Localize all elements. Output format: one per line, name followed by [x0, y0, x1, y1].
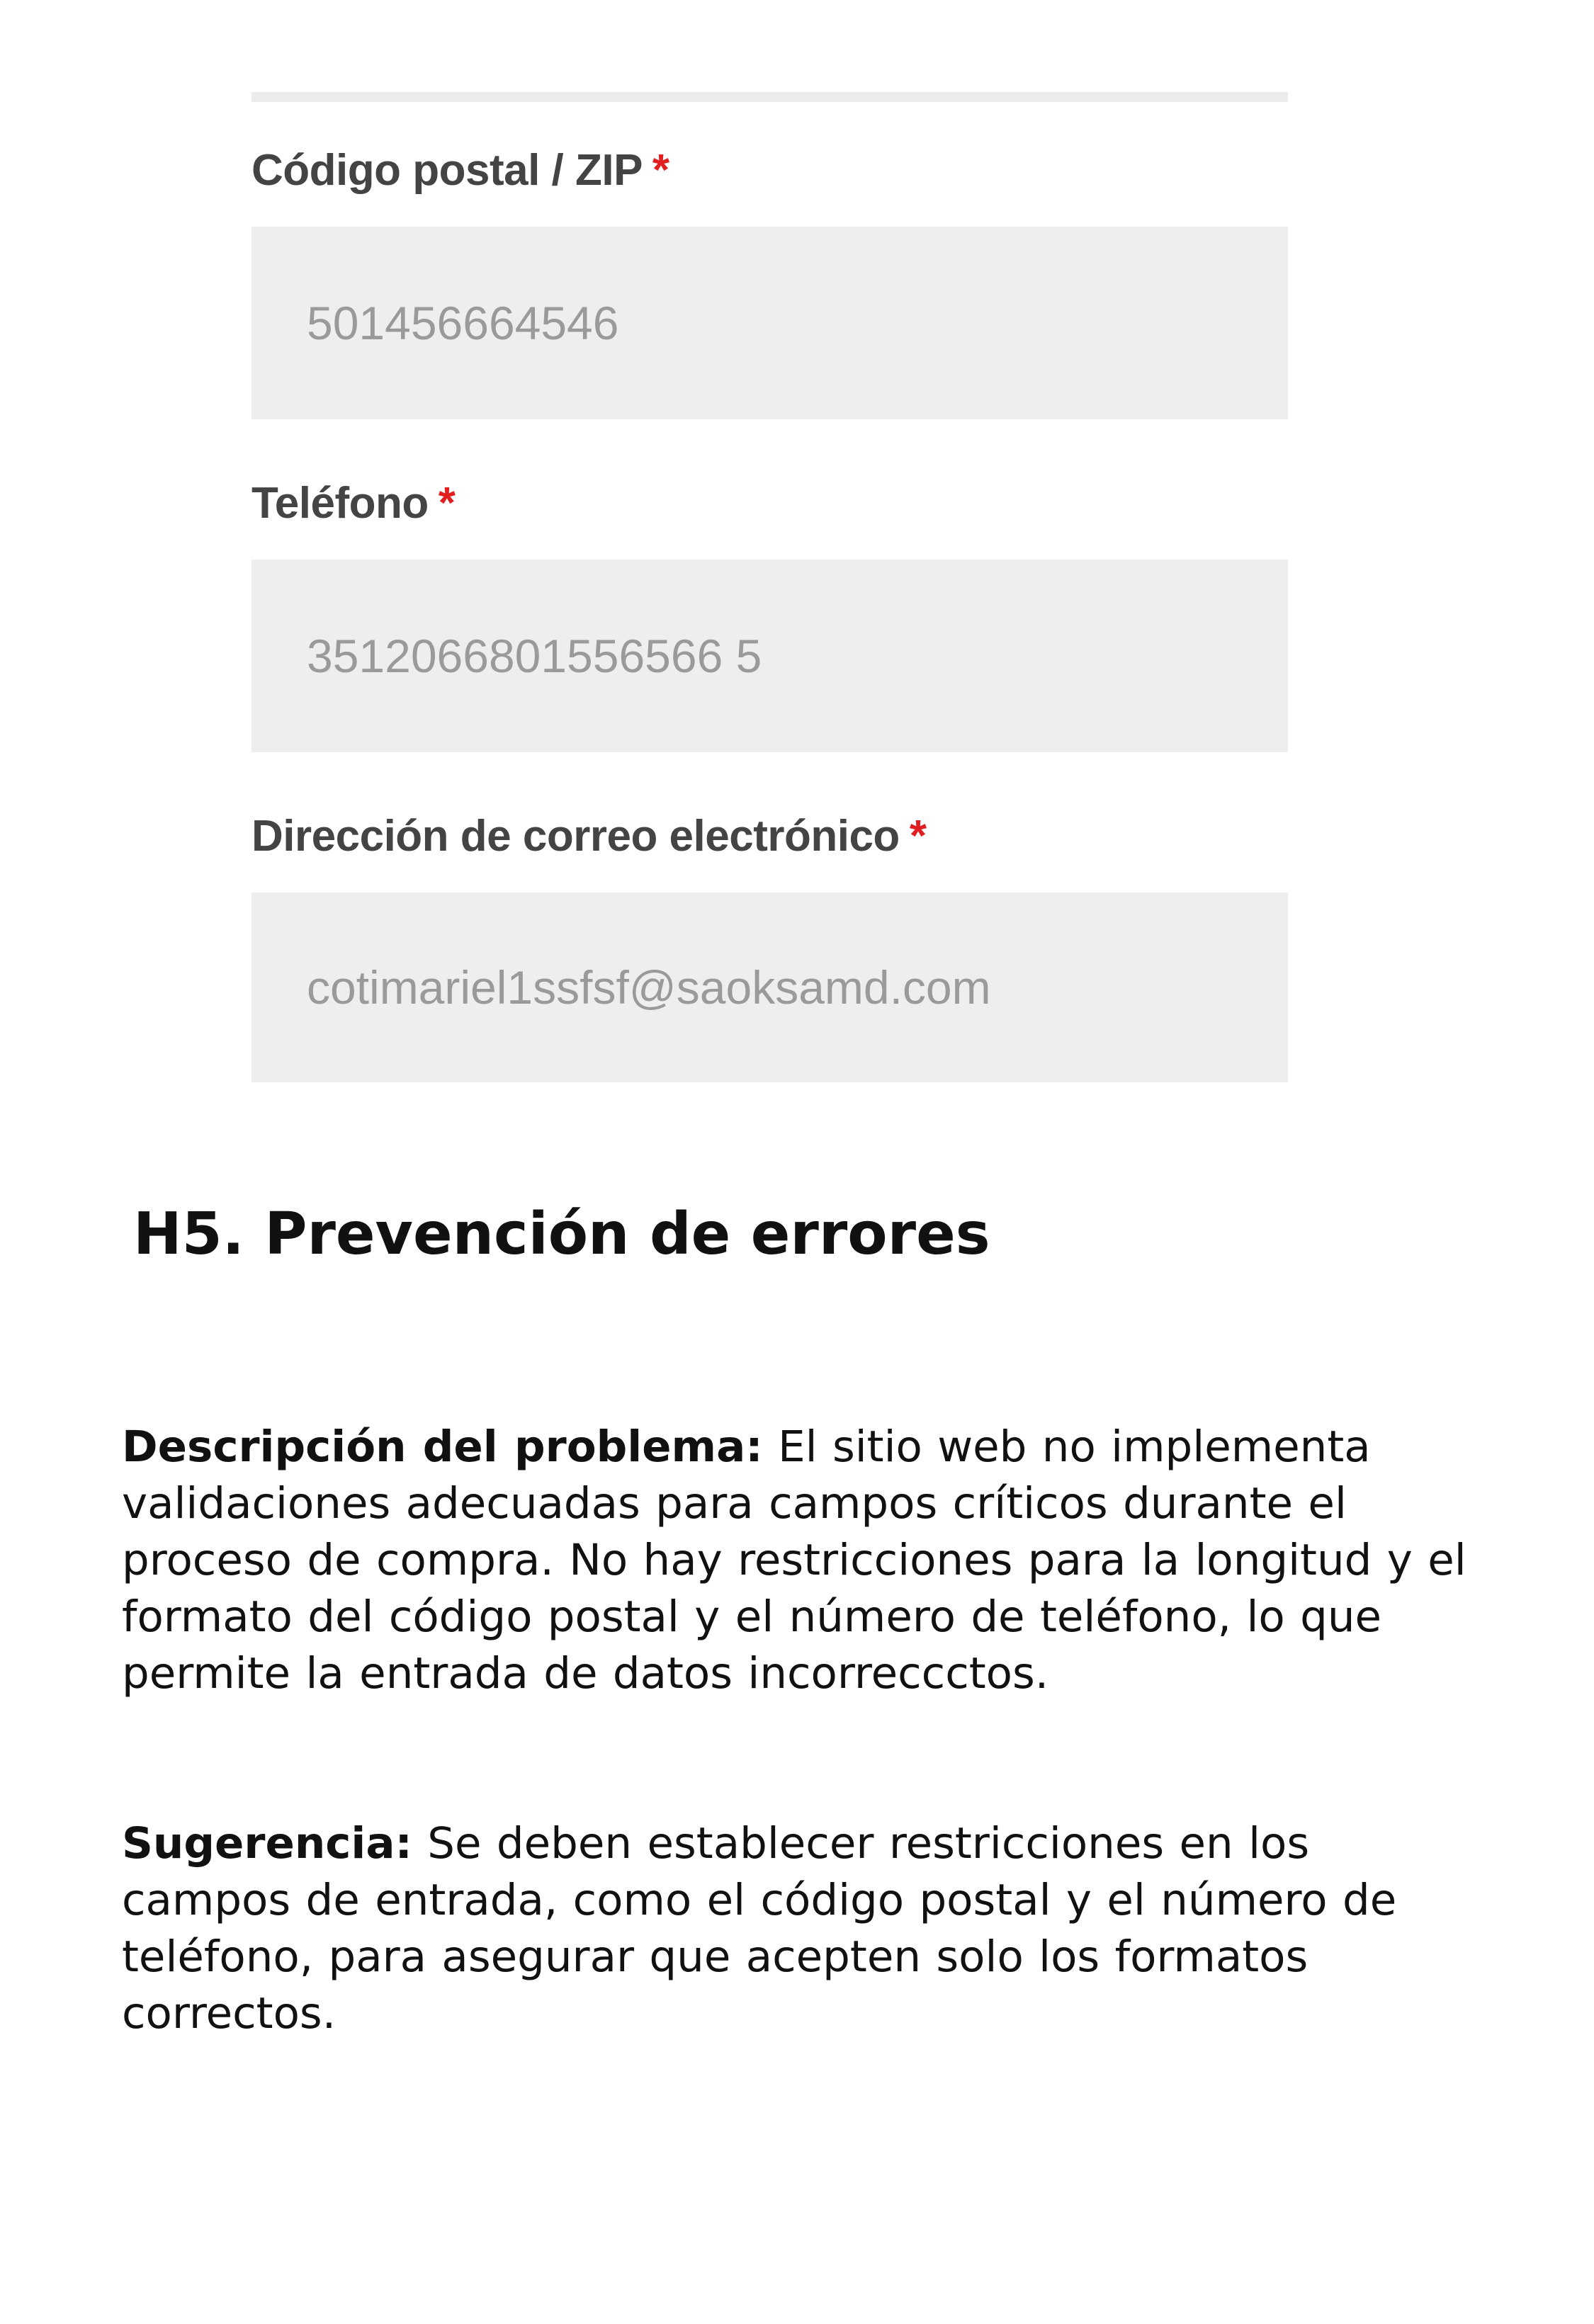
problem-text: El sitio web no implementa validaciones adecuadas para campos críticos durante el proceso de compra. No hay restricciones para la longitud y el formato del código postal y el número de teléfono, lo que permite la entrada de datos incorreccctos. — [122, 1422, 1466, 1699]
suggestion — [122, 1815, 1482, 2042]
section-heading: H5. Prevención de errores — [133, 1201, 990, 1268]
email-value: cotimariel1ssfsf@saoksamd.com — [307, 961, 991, 1014]
required-asterisk: * — [652, 146, 669, 195]
phone-label-text: Teléfono — [251, 479, 429, 528]
email-label-text: Dirección de correo electrónico — [251, 812, 900, 861]
suggestion-label: Sugerencia: — [122, 1818, 412, 1869]
email-label — [251, 811, 926, 861]
phone-input[interactable] — [251, 560, 1288, 752]
postal-code-label — [251, 145, 669, 195]
top-divider — [251, 92, 1288, 102]
phone-label — [251, 478, 455, 528]
phone-value: 3512066801556566 5 — [307, 630, 762, 682]
email-input[interactable] — [251, 892, 1288, 1082]
suggestion-text: Se deben establecer restricciones en los campos de entrada, como el código postal y el número de teléfono, para asegurar que acepten solo los formatos correctos. — [122, 1818, 1397, 2039]
problem-description — [122, 1419, 1482, 1702]
required-asterisk: * — [909, 812, 927, 861]
postal-code-input[interactable] — [251, 227, 1288, 419]
postal-code-label-text: Código postal / ZIP — [251, 146, 643, 195]
postal-code-value: 501456664546 — [307, 297, 619, 349]
problem-label: Descripción del problema: — [122, 1422, 763, 1472]
required-asterisk: * — [438, 479, 456, 528]
